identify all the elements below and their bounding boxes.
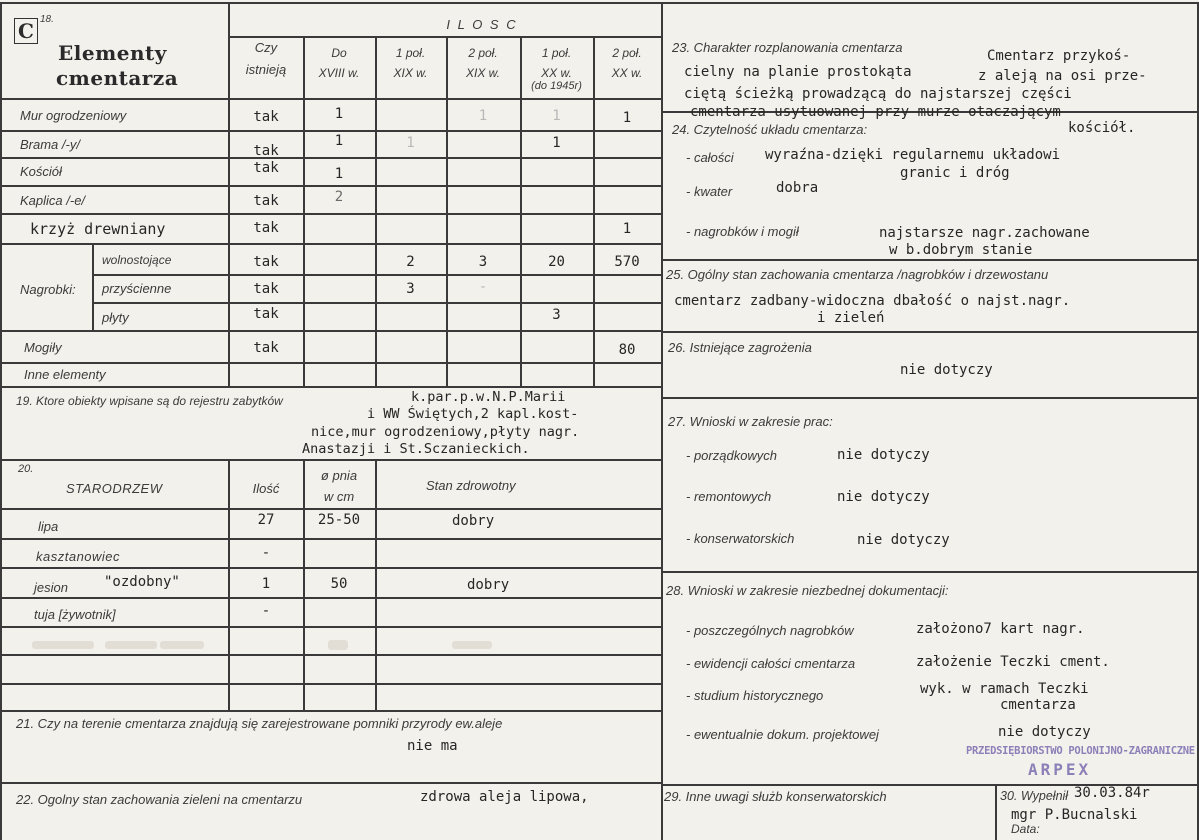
header-p1-xx-3: (do 1945r) — [531, 80, 582, 92]
row-przysc-label: przyścienne — [102, 281, 172, 296]
s27-kons: nie dotyczy — [857, 532, 950, 548]
s26-answer: nie dotyczy — [900, 362, 993, 378]
s28-a: założono7 kart nagr. — [916, 621, 1085, 637]
stamp-line1: PRZEDSIĘBIORSTWO POLONIJNO-ZAGRANICZNE — [966, 745, 1195, 757]
center-divider — [661, 2, 663, 840]
s23-line4: cmentarza usytuowanej przy murze otaczającym — [690, 104, 1061, 120]
s22-answer: zdrowa aleja lipowa, — [420, 789, 589, 805]
s24-nagrobkow-line1: najstarsze nagr.zachowane — [879, 225, 1090, 241]
row-krzyz-label: krzyż drewniany — [30, 220, 166, 238]
s27-rem-label: - remontowych — [686, 489, 772, 504]
row-wolno-v2: 2 — [406, 254, 415, 270]
bleed-smudge — [32, 641, 94, 649]
row-mur-label: Mur ogrodzeniowy — [20, 108, 127, 123]
s29-label: 29. Inne uwagi służb konserwatorskich — [664, 789, 887, 804]
row-brama-v1: 1 — [334, 133, 344, 149]
s28-c2: cmentarza — [1000, 697, 1076, 713]
s19-label: 19. Ktore obiekty wpisane są do rejestru zabytków — [16, 394, 283, 408]
s22-label: 22. Ogolny stan zachowania zieleni na cmentarzu — [16, 792, 303, 807]
s20-row-jesion-name: jesion — [34, 580, 68, 595]
row-kosciol-v1: 1 — [334, 166, 344, 182]
header-ilosc: I L O S C — [446, 17, 518, 32]
s28-c1: wyk. w ramach Teczki — [920, 681, 1089, 697]
s20-row-lipa-pien: 25-50 — [317, 512, 361, 528]
bleed-smudge — [452, 641, 492, 649]
row-kaplica-label: Kaplica /-e/ — [20, 193, 86, 208]
header-p1-xix-1: 1 poł. — [395, 46, 426, 60]
s28-label: 28. Wnioski w zakresie niezbednej dokumentacji: — [666, 583, 949, 598]
card-sub-number: 18. — [40, 14, 54, 25]
header-p1-xix-2: XIX w. — [393, 66, 428, 80]
s24-kwater-label: - kwater — [686, 184, 733, 199]
s23-line5: kościół. — [1068, 120, 1136, 136]
header-p2-xix-1: 2 poł. — [468, 46, 498, 60]
row-kaplica-v1: 2 — [334, 189, 344, 205]
s25-label: 25. Ogólny stan zachowania cmentarza /nagrobków i drzewostanu — [666, 267, 1049, 282]
s20-row-jesion-stan: dobry — [467, 577, 510, 593]
s20-row-jesion-ilosc: 1 — [261, 576, 271, 592]
s27-label: 27. Wnioski w zakresie prac: — [668, 414, 833, 429]
s23-line1: Cmentarz przykoś- — [987, 48, 1131, 64]
bleed-smudge — [328, 640, 348, 650]
s21-answer: nie ma — [407, 738, 458, 754]
row-inne-label: Inne elementy — [24, 367, 106, 382]
row-brama-czy: tak — [253, 143, 279, 159]
row-krzyz-czy: tak — [253, 220, 279, 236]
s27-kons-label: - konserwatorskich — [686, 531, 795, 546]
s28-b-label: - ewidencji całości cmentarza — [686, 656, 856, 671]
row-wolno-v4: 20 — [548, 254, 565, 270]
s20-row-kasztanowiec-ilosc: - — [261, 545, 271, 561]
s20-row-tuja-ilosc: - — [261, 603, 271, 619]
s26-label: 26. Istniejące zagrożenia — [668, 340, 812, 355]
s23-line2: cielny na planie prostokąta — [684, 64, 912, 80]
row-mur-v4: 1 — [552, 108, 561, 124]
s20-row-lipa-ilosc: 27 — [257, 512, 275, 528]
row-kosciol-label: Kościół — [20, 164, 62, 179]
s23-line3: ciętą ścieżką prowadzącą do najstarszej części — [684, 86, 1072, 102]
s20-row-kasztanowiec-name: kasztanowiec — [36, 549, 121, 564]
row-mogily-v5: 80 — [618, 342, 636, 358]
section-title-line1: Elementy — [58, 41, 167, 65]
row-brama-label: Brama /-y/ — [20, 137, 80, 152]
s25-line2: i zieleń — [817, 310, 885, 326]
s30-data-label: Data: — [1011, 822, 1040, 836]
s28-d-label: - ewentualnie dokum. projektowej — [686, 727, 879, 742]
s30-label: 30. Wypełnił — [1000, 789, 1069, 803]
s28-b: założenie Teczki cment. — [916, 654, 1110, 670]
s24-calosci-label: - całości — [686, 150, 734, 165]
s20-header-ilosc: Ilość — [252, 481, 280, 496]
s21-label: 21. Czy na terenie cmentarza znajdują się zarejestrowane pomniki przyrody ew.aleje — [16, 716, 503, 731]
row-przysc-czy: tak — [253, 281, 279, 297]
s28-c-label: - studium historycznego — [686, 688, 824, 703]
header-do-xviii-2: XVIII w. — [318, 66, 360, 80]
s19-line3: nice,mur ogrodzeniowy,płyty nagr. — [311, 424, 580, 440]
row-wolno-v3: 3 — [478, 254, 488, 270]
row-brama-v4: 1 — [552, 135, 561, 151]
bleed-smudge — [105, 641, 157, 649]
s20-number: 20. — [18, 463, 34, 475]
header-czy: Czy — [254, 40, 278, 55]
s28-a-label: - poszczególnych nagrobków — [686, 623, 854, 638]
s20-header-pien1: ø pnia — [320, 468, 358, 483]
row-brama-v2: 1 — [406, 135, 415, 151]
row-mur-v3: 1 — [478, 108, 488, 124]
s20-row-tuja-name: tuja [żywotnik] — [34, 607, 116, 622]
s20-row-lipa-name: lipa — [38, 519, 59, 534]
s27-porz-label: - porządkowych — [686, 448, 778, 463]
row-mur-v1: 1 — [334, 106, 344, 122]
s30-date: 30.03.84r — [1074, 785, 1150, 801]
s30-name: mgr P.Bucnalski — [1011, 807, 1138, 823]
stamp-line2: ARPEX — [1028, 760, 1092, 779]
s24-label: 24. Czytelność układu cmentarza: — [672, 122, 868, 137]
s24-kwater: dobra — [776, 180, 819, 196]
header-p1-xx-1: 1 poł. — [541, 46, 572, 60]
s23-label: 23. Charakter rozplanowania cmentarza — [672, 40, 903, 55]
s24-nagrobkow-line2: w b.dobrym stanie — [889, 242, 1033, 258]
s20-row-jesion-pien: 50 — [330, 576, 348, 592]
header-p1-xx-2: XX w. — [541, 66, 572, 80]
s28-d: nie dotyczy — [998, 724, 1091, 740]
row-mur-czy: tak — [253, 109, 279, 125]
s20-row-jesion-extra: "ozdobny" — [104, 574, 180, 590]
row-kaplica-czy: tak — [253, 193, 279, 209]
s20-header-stan: Stan zdrowotny — [426, 478, 516, 493]
header-p2-xx-1: 2 poł. — [612, 46, 642, 60]
bleed-smudge — [160, 641, 204, 649]
s24-calosci-line2: granic i dróg — [900, 165, 1010, 181]
s27-porz: nie dotyczy — [837, 447, 930, 463]
s25-line1: cmentarz zadbany-widoczna dbałość o najst.nagr. — [674, 293, 1071, 309]
s23-line2b: z aleją na osi prze- — [978, 68, 1147, 84]
row-wolno-czy: tak — [253, 254, 279, 270]
header-istnieja: istnieją — [245, 62, 287, 77]
row-przysc-v2: 3 — [406, 281, 415, 297]
row-mur-v5: 1 — [622, 110, 632, 126]
row-wolno-label: wolnostojące — [102, 253, 172, 267]
row-krzyz-v5: 1 — [622, 221, 632, 237]
row-plyty-czy: tak — [253, 306, 279, 322]
row-przysc-v3: - — [478, 279, 488, 295]
s19-line4: Anastazji i St.Sczanieckich. — [302, 441, 530, 457]
s20-header-pien2: w cm — [323, 489, 355, 504]
header-p2-xix-2: XIX w. — [465, 66, 500, 80]
header-do-xviii-1: Do — [331, 46, 347, 60]
s20-row-lipa-stan: dobry — [452, 513, 495, 529]
s27-rem: nie dotyczy — [837, 489, 930, 505]
header-p2-xx-2: XX w. — [611, 66, 643, 80]
row-plyty-label: płyty — [102, 310, 129, 325]
s24-calosci-line1: wyraźna-dzięki regularnemu układowi — [765, 147, 1061, 163]
row-nagrobki-label: Nagrobki: — [20, 282, 76, 297]
row-kosciol-czy: tak — [253, 160, 279, 176]
card-letter-box: C — [14, 18, 38, 44]
row-mogily-czy: tak — [253, 340, 279, 356]
s20-header-starodrzew: STARODRZEW — [66, 481, 163, 496]
section-title-line2: cmentarza — [56, 66, 179, 90]
row-plyty-v4: 3 — [552, 307, 561, 323]
row-wolno-v5: 570 — [614, 254, 640, 270]
row-mogily-label: Mogiły — [24, 340, 62, 355]
s24-nagrobkow-label: - nagrobków i mogił — [686, 224, 799, 239]
s19-line2: i WW Świętych,2 kapl.kost- — [367, 406, 579, 422]
s19-line1: k.par.p.w.N.P.Marii — [411, 389, 566, 405]
